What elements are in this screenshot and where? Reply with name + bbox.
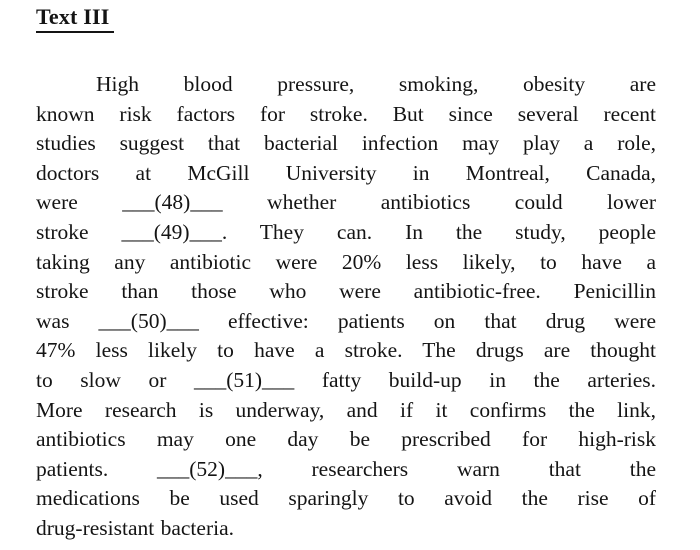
- passage-line: More research is underway, and if it confirms the link,: [36, 397, 656, 422]
- passage-line: doctors at McGill University in Montreal, Canada,: [36, 160, 656, 185]
- passage-line-blank-51: to slow or ___(51)___ fatty build-up in the arteries.: [36, 367, 656, 392]
- passage-line: stroke than those who were antibiotic-free. Penicillin: [36, 279, 656, 304]
- passage-line: known risk factors for stroke. But since several recent: [36, 101, 656, 126]
- passage-line: drug-resistant bacteria.: [36, 515, 234, 540]
- passage-line: 47% less likely to have a stroke. The drugs are thought: [36, 338, 656, 363]
- passage-line-blank-52: patients. ___(52)___, researchers warn that the: [36, 456, 656, 481]
- passage-line-blank-49: stroke ___(49)___. They can. In the study, people: [36, 219, 656, 244]
- page-title-label: Text III: [36, 4, 114, 33]
- passage-line: High blood pressure, smoking, obesity are: [96, 72, 656, 96]
- passage-line: antibiotics may one day be prescribed for high-risk: [36, 427, 656, 452]
- passage-line: taking any antibiotic were 20% less likely, to have a: [36, 249, 656, 274]
- passage-line-blank-50: was ___(50)___ effective: patients on that drug were: [36, 308, 656, 333]
- passage-line-blank-48: were ___(48)___ whether antibiotics could lower: [36, 190, 656, 215]
- passage-paragraph: [36, 70, 656, 544]
- passage-line: medications be used sparingly to avoid the rise of: [36, 486, 656, 511]
- passage-line: studies suggest that bacterial infection may play a role,: [36, 131, 656, 156]
- page-title: [36, 4, 114, 33]
